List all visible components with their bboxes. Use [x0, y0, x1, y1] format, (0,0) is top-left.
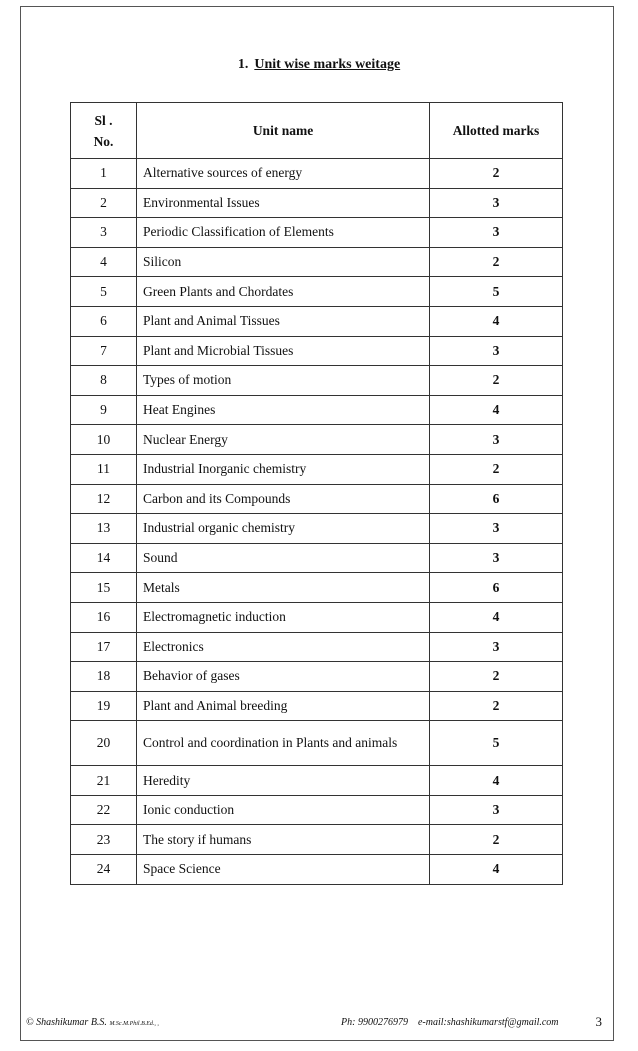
table-row — [71, 662, 563, 692]
table-row — [71, 425, 563, 455]
header-sl-no — [71, 103, 137, 159]
section-heading — [0, 57, 638, 73]
row-allotted-marks: 2 — [430, 662, 563, 692]
heading-text: Unit wise marks weitage — [254, 57, 401, 72]
header-unit-name: Unit name — [137, 103, 430, 159]
marks-table — [70, 102, 563, 885]
table-row — [71, 366, 563, 396]
row-unit-name: Green Plants and Chordates — [137, 277, 430, 307]
row-unit-name: Ionic conduction — [137, 795, 430, 825]
row-unit-name: Control and coordination in Plants and animals — [137, 721, 430, 766]
table-row — [71, 855, 563, 885]
row-sl-no: 18 — [71, 662, 137, 692]
table-row — [71, 306, 563, 336]
row-unit-name: Environmental Issues — [137, 188, 430, 218]
row-sl-no: 23 — [71, 825, 137, 855]
footer-author-name: © Shashikumar B.S. — [26, 1017, 107, 1028]
row-allotted-marks: 4 — [430, 602, 563, 632]
row-sl-no: 7 — [71, 336, 137, 366]
row-allotted-marks: 4 — [430, 766, 563, 796]
row-allotted-marks: 3 — [430, 425, 563, 455]
table-row — [71, 825, 563, 855]
row-sl-no: 14 — [71, 543, 137, 573]
row-unit-name: Types of motion — [137, 366, 430, 396]
row-unit-name: Sound — [137, 543, 430, 573]
row-unit-name: Electromagnetic induction — [137, 602, 430, 632]
row-allotted-marks: 2 — [430, 159, 563, 189]
table-row — [71, 514, 563, 544]
footer — [26, 1014, 602, 1030]
row-unit-name: Plant and Microbial Tissues — [137, 336, 430, 366]
row-sl-no: 16 — [71, 602, 137, 632]
row-unit-name: Plant and Animal breeding — [137, 691, 430, 721]
header-row — [71, 103, 563, 159]
row-allotted-marks: 4 — [430, 306, 563, 336]
table-row — [71, 277, 563, 307]
table-row — [71, 454, 563, 484]
table-row — [71, 766, 563, 796]
row-unit-name: Metals — [137, 573, 430, 603]
row-sl-no: 12 — [71, 484, 137, 514]
header-sl-line1: Sl . — [94, 112, 113, 128]
row-sl-no: 6 — [71, 306, 137, 336]
row-unit-name: Industrial organic chemistry — [137, 514, 430, 544]
row-sl-no: 4 — [71, 247, 137, 277]
row-allotted-marks: 3 — [430, 336, 563, 366]
row-allotted-marks: 2 — [430, 825, 563, 855]
row-allotted-marks: 2 — [430, 366, 563, 396]
heading-number: 1. — [237, 57, 249, 72]
footer-email: e-mail:shashikumarstf@gmail.com — [417, 1017, 559, 1028]
table-row — [71, 336, 563, 366]
row-allotted-marks: 5 — [430, 277, 563, 307]
row-sl-no: 21 — [71, 766, 137, 796]
row-sl-no: 20 — [71, 721, 137, 766]
row-allotted-marks: 3 — [430, 795, 563, 825]
row-allotted-marks: 6 — [430, 573, 563, 603]
row-allotted-marks: 6 — [430, 484, 563, 514]
row-allotted-marks: 4 — [430, 395, 563, 425]
table-row — [71, 218, 563, 248]
table-row — [71, 395, 563, 425]
row-unit-name: Heredity — [137, 766, 430, 796]
row-sl-no: 1 — [71, 159, 137, 189]
row-sl-no: 8 — [71, 366, 137, 396]
row-allotted-marks: 2 — [430, 247, 563, 277]
row-sl-no: 24 — [71, 855, 137, 885]
row-sl-no: 3 — [71, 218, 137, 248]
footer-qualifications: M.Sc.M.Phil.B.Ed., , — [109, 1021, 159, 1027]
row-allotted-marks: 5 — [430, 721, 563, 766]
page-number: 3 — [595, 1014, 602, 1029]
table-row — [71, 484, 563, 514]
row-allotted-marks: 3 — [430, 543, 563, 573]
row-sl-no: 11 — [71, 454, 137, 484]
table-row — [71, 159, 563, 189]
row-unit-name: Alternative sources of energy — [137, 159, 430, 189]
row-allotted-marks: 4 — [430, 855, 563, 885]
row-sl-no: 10 — [71, 425, 137, 455]
row-sl-no: 15 — [71, 573, 137, 603]
row-allotted-marks: 3 — [430, 218, 563, 248]
table-row — [71, 691, 563, 721]
row-sl-no: 13 — [71, 514, 137, 544]
row-allotted-marks: 3 — [430, 632, 563, 662]
table-row — [71, 721, 563, 766]
row-unit-name: Industrial Inorganic chemistry — [137, 454, 430, 484]
row-unit-name: Periodic Classification of Elements — [137, 218, 430, 248]
row-allotted-marks: 3 — [430, 188, 563, 218]
table-row — [71, 188, 563, 218]
table-row — [71, 602, 563, 632]
row-unit-name: Heat Engines — [137, 395, 430, 425]
row-sl-no: 2 — [71, 188, 137, 218]
table-row — [71, 543, 563, 573]
row-sl-no: 22 — [71, 795, 137, 825]
row-unit-name: The story if humans — [137, 825, 430, 855]
row-unit-name: Plant and Animal Tissues — [137, 306, 430, 336]
header-sl-line2: No. — [93, 133, 114, 149]
table-row — [71, 632, 563, 662]
table-row — [71, 795, 563, 825]
row-sl-no: 9 — [71, 395, 137, 425]
row-sl-no: 17 — [71, 632, 137, 662]
footer-author — [26, 1017, 159, 1028]
row-sl-no: 19 — [71, 691, 137, 721]
footer-phone: Ph: 9900276979 — [341, 1017, 408, 1028]
row-unit-name: Carbon and its Compounds — [137, 484, 430, 514]
row-unit-name: Electronics — [137, 632, 430, 662]
table-row — [71, 573, 563, 603]
row-allotted-marks: 2 — [430, 691, 563, 721]
row-unit-name: Nuclear Energy — [137, 425, 430, 455]
footer-contact — [341, 1017, 559, 1028]
row-unit-name: Behavior of gases — [137, 662, 430, 692]
row-unit-name: Silicon — [137, 247, 430, 277]
row-allotted-marks: 2 — [430, 454, 563, 484]
table-row — [71, 247, 563, 277]
row-unit-name: Space Science — [137, 855, 430, 885]
row-sl-no: 5 — [71, 277, 137, 307]
header-allotted-marks: Allotted marks — [430, 103, 563, 159]
row-allotted-marks: 3 — [430, 514, 563, 544]
